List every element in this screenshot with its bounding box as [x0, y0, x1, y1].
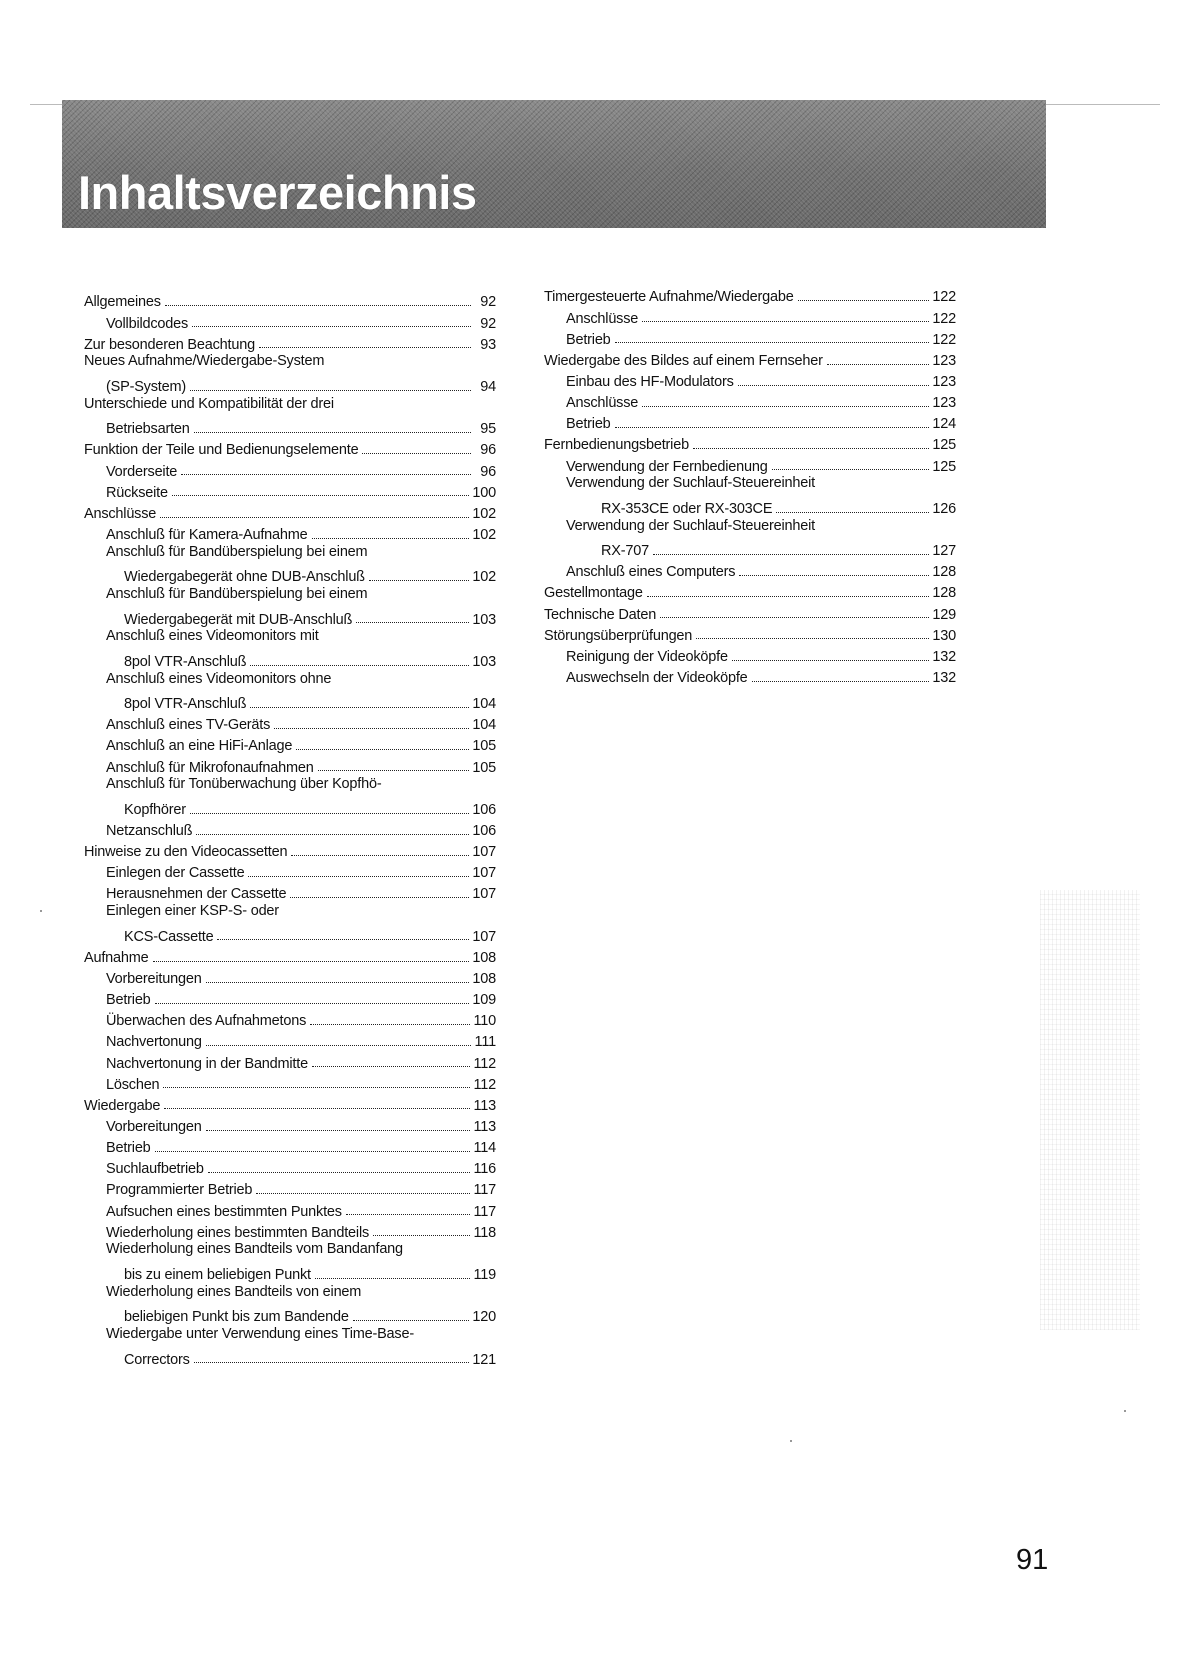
toc-entry-page: 107	[472, 886, 496, 903]
toc-entry-label: Wiederholung eines bestimmten Bandteils	[106, 1224, 370, 1241]
speck	[790, 1440, 792, 1442]
toc-entry-page: 102	[472, 505, 496, 522]
toc-entry-label: Anschluß eines TV-Geräts	[106, 717, 271, 734]
toc-entry-page: 125	[932, 437, 956, 454]
dot-leader	[296, 749, 469, 750]
toc-entry	[544, 327, 956, 348]
toc-entry-page: 104	[472, 717, 496, 734]
toc-entry	[84, 1199, 496, 1220]
toc-entry	[84, 1241, 496, 1262]
toc-entry-label: Programmierter Betrieb	[106, 1182, 253, 1199]
toc-entry-label: Anschluß eines Videomonitors ohne	[106, 670, 332, 687]
toc-entry	[84, 882, 496, 903]
toc-entry-page: 108	[472, 970, 496, 987]
toc-entry	[84, 776, 496, 797]
toc-entry-label: Anschluß für Bandüberspielung bei einem	[106, 543, 368, 560]
dot-leader	[190, 813, 470, 814]
toc-entry-label: Auswechseln der Videoköpfe	[566, 670, 748, 686]
dot-leader	[827, 364, 930, 365]
toc-entry-page: 112	[473, 1055, 496, 1072]
toc-entry-label: Überwachen des Aufnahmetons	[106, 1013, 307, 1030]
toc-entry-label: Einlegen der Cassette	[106, 865, 245, 882]
toc-entry-page: 106	[472, 822, 496, 839]
dot-leader	[312, 1066, 471, 1067]
toc-entry-label: Correctors	[124, 1351, 190, 1368]
dot-leader	[250, 665, 469, 666]
toc-entry	[544, 666, 956, 687]
toc-entry-label: Betrieb	[566, 331, 611, 348]
dot-leader	[346, 1214, 471, 1215]
toc-entry-label: Anschlüsse	[566, 395, 639, 412]
dot-leader	[732, 660, 930, 661]
toc-entry	[544, 306, 956, 327]
toc-entry-label: Wiedergabegerät mit DUB-Anschluß	[124, 611, 353, 628]
toc-entry-label: Verwendung der Suchlauf-Steuereinheit	[566, 475, 815, 492]
toc-entry-page: 130	[932, 627, 956, 644]
toc-entry-page: 103	[472, 653, 496, 670]
dot-leader	[248, 876, 469, 877]
toc-entry-label: Funktion der Teile und Bedienungselemente	[84, 442, 359, 459]
dot-leader	[776, 512, 929, 513]
dot-leader	[653, 554, 929, 555]
toc-entry-page: 94	[480, 379, 496, 396]
toc-entry-page: 114	[473, 1140, 496, 1157]
toc-entry-label: Rückseite	[106, 484, 168, 501]
toc-entry-page: 132	[932, 670, 956, 686]
dot-leader	[206, 982, 470, 983]
toc-entry-page: 116	[473, 1161, 496, 1178]
toc-entry-page: 105	[472, 738, 496, 755]
toc-entry-page: 117	[473, 1203, 496, 1220]
toc-entry-label: Anschluß für Bandüberspielung bei einem	[106, 585, 368, 602]
toc-entry-page: 123	[932, 395, 956, 412]
toc-entry-page: 120	[472, 1309, 496, 1326]
dot-leader	[160, 517, 469, 518]
toc-entry	[84, 438, 496, 459]
dot-leader	[155, 1003, 470, 1004]
toc-entry	[84, 1114, 496, 1135]
toc-entry-page: 129	[932, 606, 956, 623]
toc-entry-page: 100	[472, 484, 496, 501]
toc-entry-page: 122	[932, 331, 956, 348]
speck	[40, 910, 42, 912]
toc-entry-label: Verwendung der Fernbedienung	[566, 458, 768, 475]
dot-leader	[274, 728, 469, 729]
toc-entry	[84, 353, 496, 374]
toc-entry	[544, 539, 956, 560]
toc-entry-label: Betrieb	[566, 416, 611, 433]
toc-entry	[84, 819, 496, 840]
toc-entry-label: KCS-Cassette	[124, 928, 214, 945]
dot-leader	[256, 1193, 470, 1194]
toc-entry	[84, 1072, 496, 1093]
toc-entry-label: Betriebsarten	[106, 421, 190, 438]
toc-entry-label: Unterschiede und Kompatibilität der drei	[84, 395, 334, 412]
toc-entry-label: Suchlaufbetrieb	[106, 1161, 204, 1178]
toc-entry	[84, 671, 496, 692]
dot-leader	[615, 427, 930, 428]
toc-entry-label: Vorbereitungen	[106, 970, 202, 987]
page-title: Inhaltsverzeichnis	[78, 166, 477, 219]
toc-entry-label: Aufnahme	[84, 949, 149, 966]
toc-entry	[84, 1136, 496, 1157]
toc-entry-page: 125	[932, 458, 956, 475]
dot-leader	[172, 495, 470, 496]
toc-entry-page: 112	[473, 1076, 496, 1093]
toc-entry	[84, 501, 496, 522]
toc-entry	[84, 607, 496, 628]
toc-entry-label: Anschluß für Tonüberwachung über Kopfhö-	[106, 776, 382, 793]
toc-entry	[84, 290, 496, 311]
toc-entry-label: Allgemeines	[84, 294, 161, 311]
toc-entry	[84, 480, 496, 501]
toc-entry-label: Anschluß eines Videomonitors mit	[106, 628, 319, 645]
toc-entry-label: Zur besonderen Beachtung	[84, 336, 255, 353]
toc-entry-page: 127	[932, 543, 956, 560]
toc-entry-page: 93	[480, 336, 496, 353]
toc-entry-label: Vorbereitungen	[106, 1118, 202, 1135]
toc-entry-page: 106	[472, 801, 496, 818]
toc-entry	[84, 649, 496, 670]
toc-entry	[544, 433, 956, 454]
toc-entry	[84, 1178, 496, 1199]
toc-entry-page: 113	[473, 1097, 496, 1114]
dot-leader	[165, 305, 471, 306]
toc-entry-page: 109	[472, 992, 496, 1009]
toc-entry	[84, 692, 496, 713]
toc-entry-page: 107	[472, 844, 496, 861]
toc-entry-page: 123	[932, 374, 956, 391]
toc-entry	[84, 332, 496, 353]
dot-leader	[642, 321, 929, 322]
dot-leader	[163, 1087, 470, 1088]
dot-leader	[615, 342, 930, 343]
toc-entry	[544, 391, 956, 412]
toc-entry-label: Hinweise zu den Videocassetten	[84, 844, 288, 861]
toc-entry	[84, 1326, 496, 1347]
toc-entry-label: 8pol VTR-Anschluß	[124, 696, 247, 713]
toc-entry	[84, 1305, 496, 1326]
toc-entry	[84, 840, 496, 861]
toc-entry	[84, 1262, 496, 1283]
toc-entry-label: Wiederholung eines Bandteils von einem	[106, 1283, 362, 1300]
dot-leader	[693, 448, 929, 449]
dot-leader	[153, 961, 470, 962]
toc-entry	[84, 544, 496, 565]
dot-leader	[660, 617, 929, 618]
toc-entry-page: 95	[480, 421, 496, 438]
toc-entry-page: 104	[472, 696, 496, 713]
toc-entry	[84, 945, 496, 966]
toc-entry-label: Neues Aufnahme/Wiedergabe-System	[84, 353, 325, 370]
toc-entry-label: Reinigung der Videoköpfe	[566, 648, 728, 665]
toc-entry-label: Verwendung der Suchlauf-Steuereinheit	[566, 517, 815, 534]
dot-leader	[798, 300, 930, 301]
toc-entry-label: RX-707	[601, 543, 649, 560]
toc-entry-label: Netzanschluß	[106, 822, 193, 839]
dot-leader	[647, 596, 930, 597]
toc-entry	[544, 623, 956, 644]
toc-entry-page: 124	[932, 416, 956, 433]
toc-entry-label: Wiedergabe	[84, 1097, 161, 1114]
toc-entry-label: Anschlüsse	[566, 310, 639, 327]
toc-entry	[84, 988, 496, 1009]
toc-entry-label: Wiedergabegerät ohne DUB-Anschluß	[124, 569, 365, 586]
toc-entry-label: Wiederholung eines Bandteils vom Bandanfang	[106, 1241, 403, 1258]
toc-entry-page: 96	[480, 463, 496, 480]
toc-entry-label: 8pol VTR-Anschluß	[124, 653, 247, 670]
toc-entry-label: Löschen	[106, 1076, 160, 1093]
toc-entry-label: Störungsüberprüfungen	[544, 627, 693, 644]
speck	[1124, 1410, 1126, 1412]
dot-leader	[206, 1130, 471, 1131]
dot-leader	[291, 855, 469, 856]
dot-leader	[192, 326, 471, 327]
toc-entry-page: 105	[472, 759, 496, 776]
toc-entry	[544, 644, 956, 665]
toc-entry	[84, 713, 496, 734]
toc-entry	[84, 1284, 496, 1305]
dot-leader	[196, 834, 469, 835]
toc-entry	[544, 475, 956, 496]
toc-entry-page: 122	[932, 310, 956, 327]
toc-entry-label: Nachvertonung	[106, 1034, 202, 1051]
toc-entry	[84, 1030, 496, 1051]
dot-leader	[259, 347, 471, 348]
toc-entry-label: Kopfhörer	[124, 801, 186, 818]
toc-entry-label: Anschluß an eine HiFi-Anlage	[106, 738, 293, 755]
dot-leader	[206, 1045, 471, 1046]
toc-entry	[84, 523, 496, 544]
toc-entry	[84, 1051, 496, 1072]
toc-entry-page: 128	[932, 564, 956, 581]
toc-entry-label: Wiedergabe des Bildes auf einem Fernseher	[544, 352, 823, 369]
dot-leader	[290, 897, 469, 898]
dot-leader	[373, 1235, 470, 1236]
dot-leader	[318, 770, 470, 771]
dot-leader	[190, 390, 471, 391]
toc-entry	[84, 1093, 496, 1114]
dot-leader	[772, 469, 930, 470]
dot-leader	[310, 1024, 470, 1025]
toc-entry-page: 110	[473, 1013, 496, 1030]
toc-entry-label: Anschluß eines Computers	[566, 564, 736, 581]
toc-entry	[544, 581, 956, 602]
dot-leader	[752, 681, 930, 682]
toc-entry	[84, 967, 496, 988]
toc-entry-page: 107	[472, 928, 496, 945]
dot-leader	[181, 474, 471, 475]
toc-entry	[84, 1157, 496, 1178]
toc-entry-page: 118	[473, 1224, 496, 1241]
dot-leader	[738, 385, 930, 386]
toc-entry	[84, 1347, 496, 1368]
dot-leader	[217, 939, 469, 940]
toc-entry-label: Wiedergabe unter Verwendung eines Time-Base-	[106, 1325, 414, 1342]
toc-entry-page: 119	[473, 1266, 496, 1283]
toc-entry	[84, 628, 496, 649]
toc-entry-page: 128	[932, 585, 956, 602]
toc-entry-label: Anschluß für Kamera-Aufnahme	[106, 527, 308, 544]
toc-entry-label: Einlegen einer KSP-S- oder	[106, 903, 279, 920]
dot-leader	[250, 707, 469, 708]
toc-column-right	[544, 285, 956, 687]
toc-entry	[544, 348, 956, 369]
toc-entry	[84, 755, 496, 776]
toc-entry-label: Betrieb	[106, 992, 151, 1009]
toc-entry-label: Gestellmontage	[544, 585, 643, 602]
dot-leader	[696, 638, 929, 639]
toc-entry	[84, 459, 496, 480]
toc-entry-page: 121	[472, 1351, 496, 1368]
dot-leader	[315, 1278, 471, 1279]
toc-entry	[84, 861, 496, 882]
toc-entry-label: Technische Daten	[544, 606, 657, 623]
toc-entry-page: 126	[932, 500, 956, 517]
toc-entry	[84, 797, 496, 818]
scan-noise	[1040, 890, 1140, 1330]
dot-leader	[356, 622, 469, 623]
toc-entry	[84, 311, 496, 332]
toc-entry-label: (SP-System)	[106, 379, 186, 396]
toc-entry-page: 108	[472, 949, 496, 966]
dot-leader	[155, 1151, 471, 1152]
toc-entry-page: 96	[480, 442, 496, 459]
toc-entry-page: 122	[932, 289, 956, 306]
dot-leader	[642, 406, 929, 407]
toc-entry	[544, 370, 956, 391]
dot-leader	[312, 538, 470, 539]
dot-leader	[739, 575, 929, 576]
toc-entry-page: 107	[472, 865, 496, 882]
toc-entry	[544, 560, 956, 581]
toc-entry-page: 102	[472, 527, 496, 544]
toc-entry	[84, 396, 496, 417]
toc-entry-label: bis zu einem beliebigen Punkt	[124, 1266, 311, 1283]
toc-entry-label: Fernbedienungsbetrieb	[544, 437, 689, 454]
toc-entry	[544, 412, 956, 433]
toc-entry	[544, 602, 956, 623]
toc-entry-label: RX-353CE oder RX-303CE	[601, 500, 773, 517]
toc-entry	[544, 496, 956, 517]
toc-entry	[544, 454, 956, 475]
dot-leader	[194, 432, 471, 433]
toc-entry-page: 102	[472, 569, 496, 586]
toc-entry-label: Herausnehmen der Cassette	[106, 886, 287, 903]
toc-entry-page: 117	[473, 1182, 496, 1199]
dot-leader	[353, 1320, 470, 1321]
toc-entry-label: Anschluß für Mikrofonaufnahmen	[106, 759, 314, 776]
dot-leader	[369, 580, 470, 581]
toc-entry	[544, 518, 956, 539]
toc-entry-page: 111	[474, 1034, 496, 1051]
toc-column-left	[84, 290, 496, 1368]
dot-leader	[208, 1172, 471, 1173]
toc-entry-page: 123	[932, 352, 956, 369]
toc-entry-label: Vollbildcodes	[106, 315, 189, 332]
toc-entry	[84, 734, 496, 755]
toc-entry-label: Betrieb	[106, 1140, 151, 1157]
page-number: 91	[1016, 1544, 1049, 1576]
toc-entry	[84, 565, 496, 586]
toc-entry	[84, 1220, 496, 1241]
dot-leader	[164, 1108, 470, 1109]
toc-entry	[84, 924, 496, 945]
toc-entry-page: 113	[473, 1118, 496, 1135]
toc-entry	[84, 903, 496, 924]
toc-entry-label: Anschlüsse	[84, 505, 157, 522]
toc-entry-label: beliebigen Punkt bis zum Bandende	[124, 1309, 349, 1326]
dot-leader	[194, 1362, 470, 1363]
dot-leader	[362, 453, 471, 454]
toc-entry	[544, 285, 956, 306]
title-banner	[62, 100, 1046, 228]
toc-entry-page: 92	[480, 315, 496, 332]
toc-entry	[84, 417, 496, 438]
toc-entry-label: Vorderseite	[106, 463, 178, 480]
toc-entry	[84, 1009, 496, 1030]
toc-entry-label: Einbau des HF-Modulators	[566, 374, 734, 391]
toc-entry	[84, 375, 496, 396]
toc-entry-label: Nachvertonung in der Bandmitte	[106, 1055, 308, 1072]
toc-entry	[84, 586, 496, 607]
toc-entry-label: Aufsuchen eines bestimmten Punktes	[106, 1203, 342, 1220]
toc-entry-page: 132	[932, 648, 956, 665]
toc-entry-label: Timergesteuerte Aufnahme/Wiedergabe	[544, 289, 794, 306]
toc-entry-page: 92	[480, 294, 496, 311]
toc-entry-page: 103	[472, 611, 496, 628]
